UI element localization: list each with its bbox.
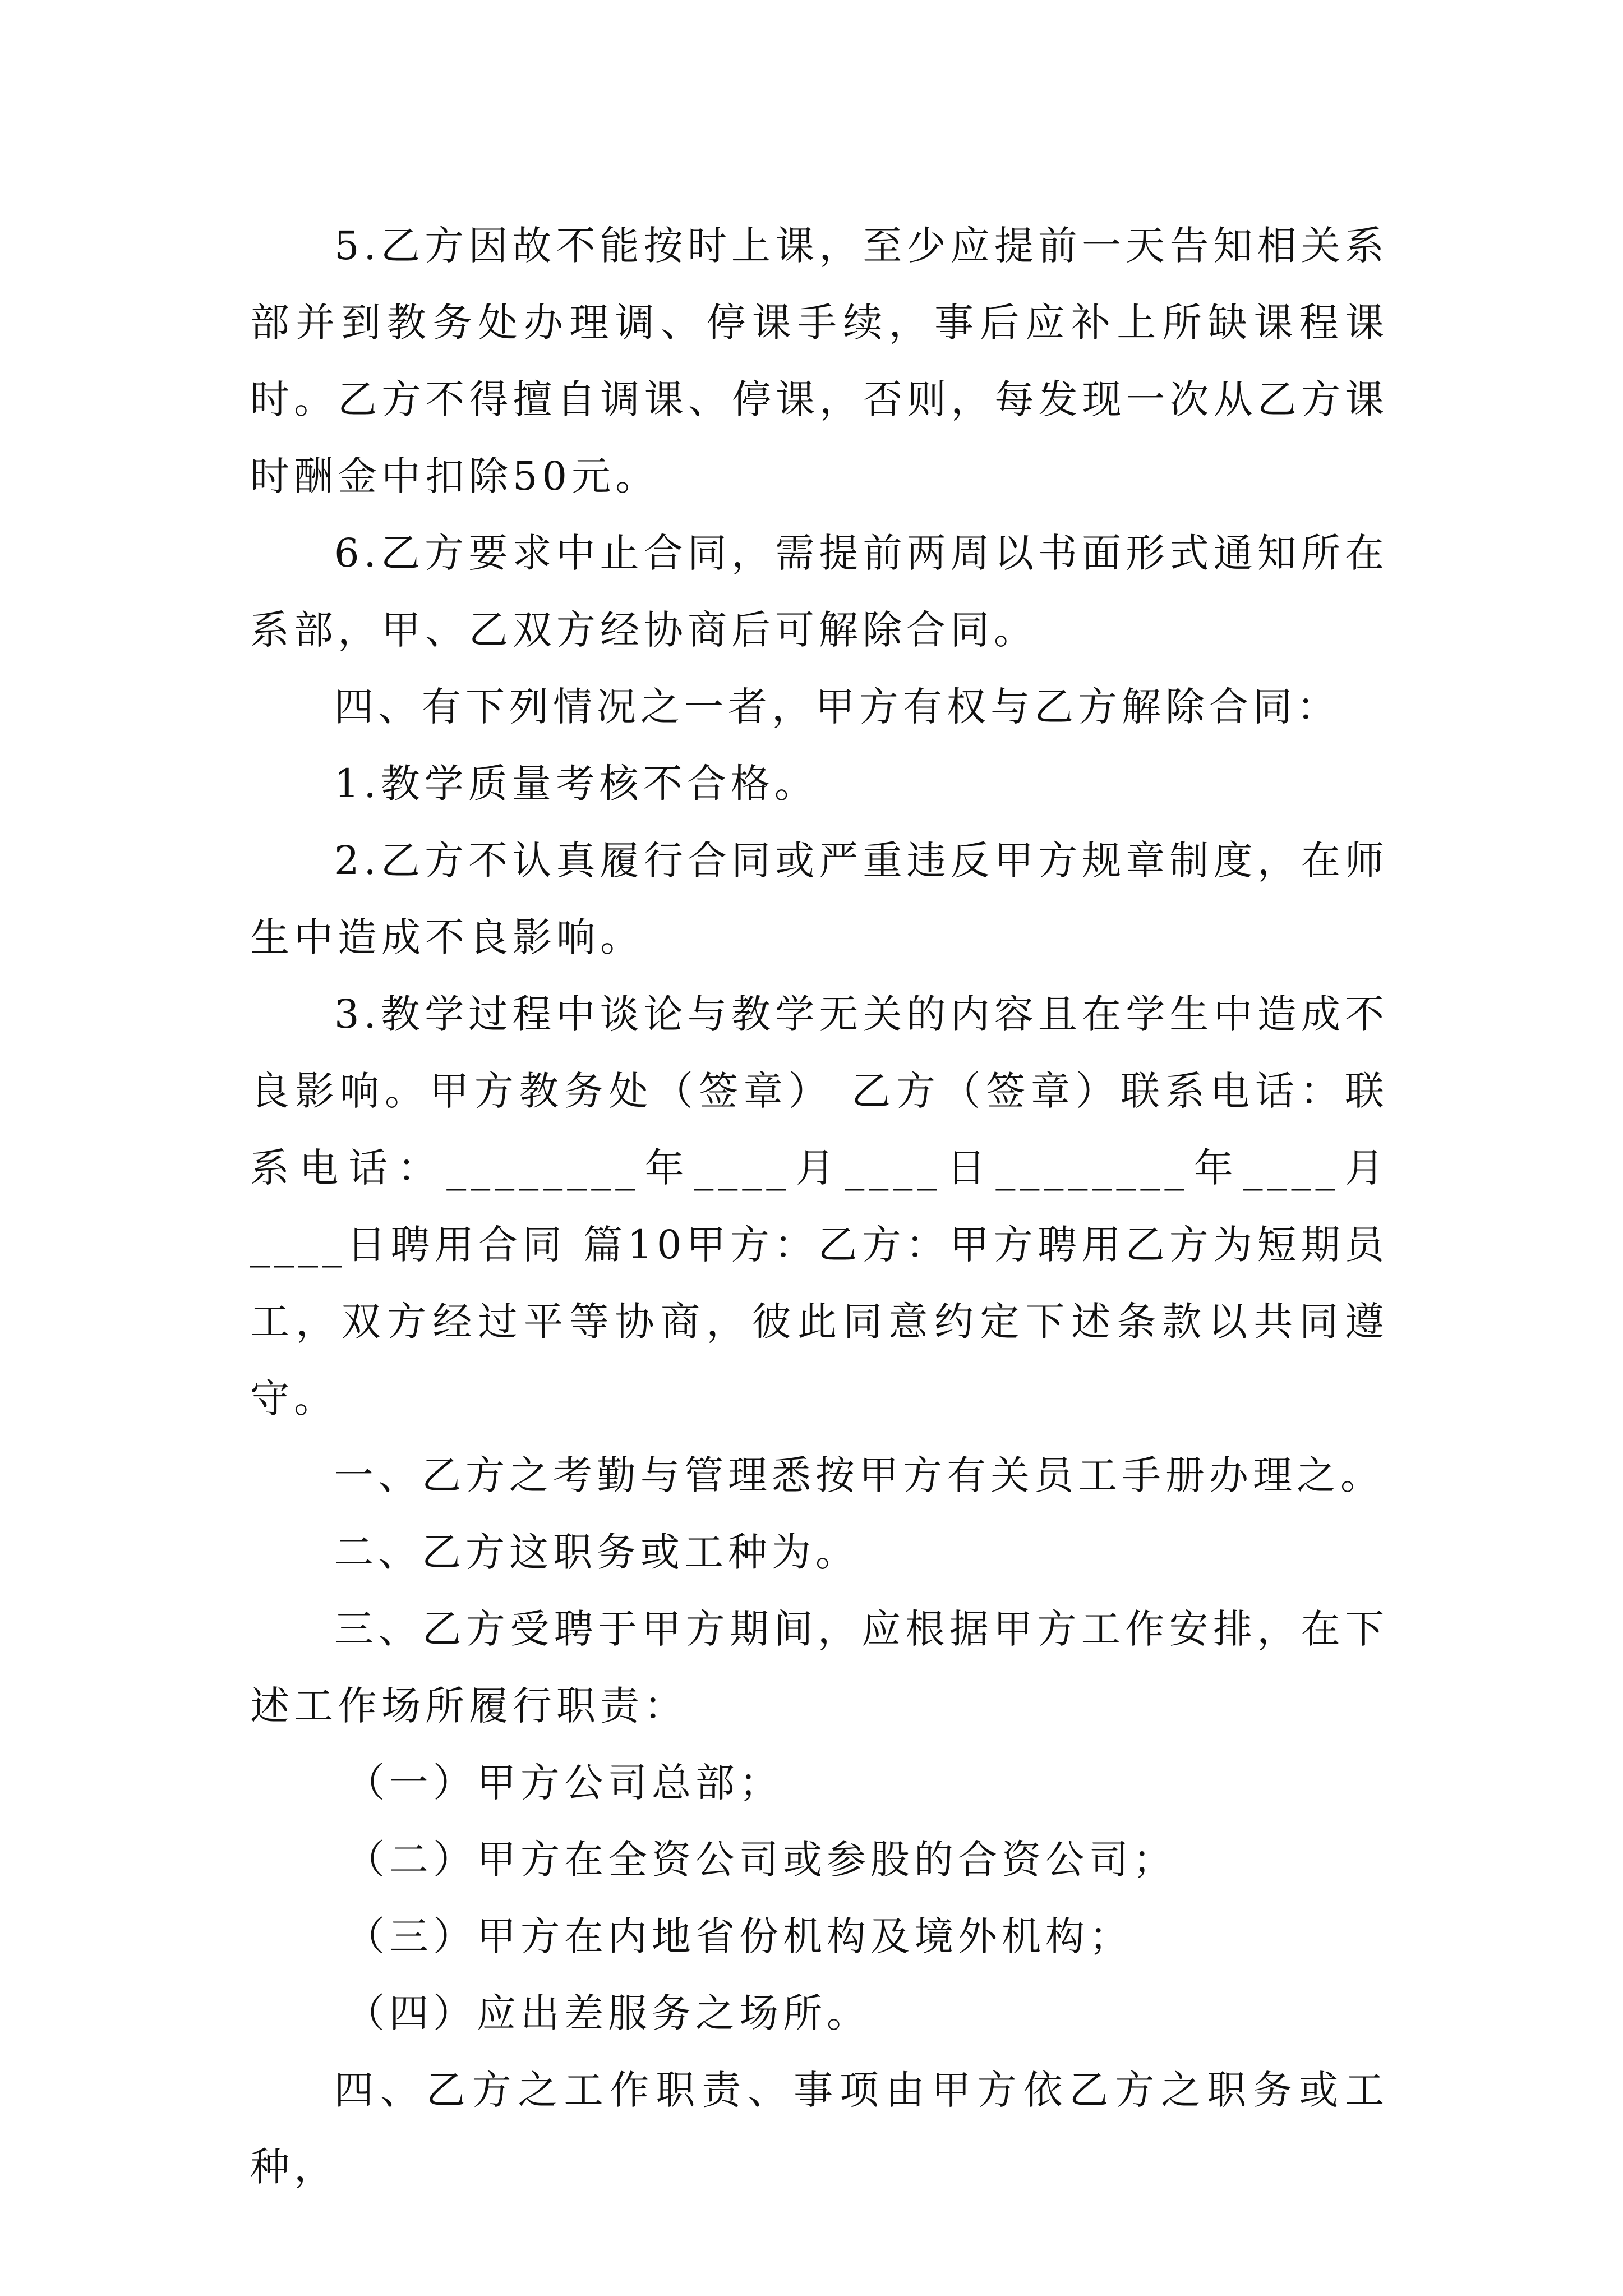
paragraph-item-3-and-signature: 3.教学过程中谈论与教学无关的内容且在学生中造成不良影响。甲方教务处（签章） 乙方（签章）联系电话：联系电话：________年____月____日________年____月____日聘用合同 篇10甲方：乙方：甲方聘用乙方为短期员工，双方经过平等协商，彼此同意约定下述条款以共同遵守。 — [250, 991, 1389, 1421]
paragraph-clause-6: 6.乙方要求中止合同，需提前两周以书面形式通知所在系部，甲、乙双方经协商后可解除合同。 — [250, 530, 1389, 653]
paragraph-item-1: 1.教学质量考核不合格。 — [334, 761, 818, 807]
paragraph-workplace-heading: 三、乙方受聘于甲方期间，应根据甲方工作安排，在下述工作场所履行职责： — [250, 1606, 1389, 1729]
paragraph-workplace-3: （三）甲方在内地省份机构及境外机构； — [345, 1913, 1133, 1959]
paragraph-section-4-heading: 四、有下列情况之一者，甲方有权与乙方解除合同： — [334, 684, 1340, 730]
paragraph-attendance: 一、乙方之考勤与管理悉按甲方有关员工手册办理之。 — [334, 1452, 1384, 1498]
paragraph-workplace-4: （四）应出差服务之场所。 — [345, 1990, 870, 2036]
paragraph-position: 二、乙方这职务或工种为。 — [334, 1529, 859, 1575]
paragraph-duties: 四、乙方之工作职责、事项由甲方依乙方之职务或工种， — [250, 2067, 1389, 2190]
paragraph-item-2: 2.乙方不认真履行合同或严重违反甲方规章制度，在师生中造成不良影响。 — [250, 838, 1389, 960]
paragraph-clause-5: 5.乙方因故不能按时上课，至少应提前一天告知相关系部并到教务处办理调、停课手续，事后应补上所缺课程课时。乙方不得擅自调课、停课，否则，每发现一次从乙方课时酬金中扣除50元。 — [250, 223, 1389, 499]
paragraph-workplace-2: （二）甲方在全资公司或参股的合资公司； — [345, 1837, 1177, 1883]
document-body — [250, 208, 1389, 2206]
paragraph-workplace-1: （一）甲方公司总部； — [345, 1760, 783, 1806]
